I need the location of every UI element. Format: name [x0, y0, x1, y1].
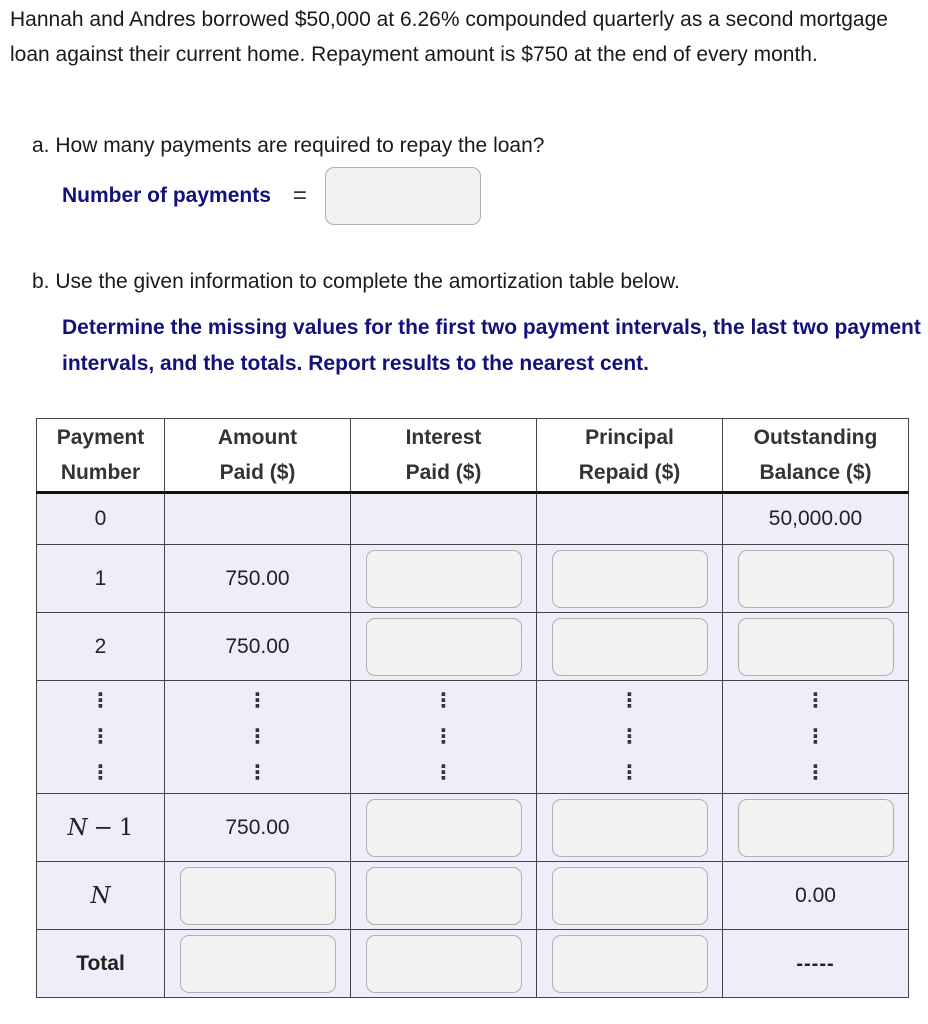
row0-amount-paid	[165, 493, 351, 545]
amortization-table	[36, 418, 909, 998]
row0-principal-repaid	[537, 493, 723, 545]
table-row-ellipsis	[37, 681, 909, 794]
problem-statement: Hannah and Andres borrowed $50,000 at 6.26% compounded quarterly as a second mortgage loan against their current home. Repayment amount is $750 at the end of every month.	[10, 8, 888, 66]
header-principal-repaid	[537, 419, 723, 493]
row1-principal-input[interactable]	[552, 550, 708, 608]
header-amount-paid-line1: Amount	[217, 426, 298, 449]
number-of-payments-label: Number of payments	[62, 184, 271, 207]
row0-payment-number: 0	[37, 493, 165, 545]
header-payment-number-line2: Number	[60, 461, 141, 484]
row-n-principal-input[interactable]	[552, 867, 708, 925]
equals-sign: =	[292, 182, 307, 209]
table-row-1	[37, 545, 909, 613]
number-of-payments-row	[62, 166, 481, 226]
header-payment-number-line1: Payment	[56, 426, 145, 449]
row0-outstanding-balance: 50,000.00	[723, 493, 909, 545]
ellipsis-col1: ⋮ ⋮ ⋮	[90, 690, 111, 784]
ellipsis-col2: ⋮ ⋮ ⋮	[247, 690, 268, 784]
row2-balance-input[interactable]	[738, 618, 894, 676]
table-row-n-minus-1	[37, 794, 909, 862]
part-b-question: b. Use the given information to complete the amortization table below.	[32, 270, 680, 293]
header-outstanding-balance-line1: Outstanding	[753, 426, 878, 449]
header-amount-paid-line2: Paid ($)	[219, 461, 296, 484]
row-n-payment-number: N	[37, 862, 165, 930]
row2-amount-paid: 750.00	[165, 613, 351, 681]
table-row-n	[37, 862, 909, 930]
row2-payment-number: 2	[37, 613, 165, 681]
row-n-amount-input[interactable]	[180, 867, 336, 925]
header-interest-paid	[351, 419, 537, 493]
row-n-minus-1-principal-input[interactable]	[552, 799, 708, 857]
header-payment-number	[37, 419, 165, 493]
header-outstanding-balance	[723, 419, 909, 493]
header-interest-paid-line2: Paid ($)	[405, 461, 482, 484]
ellipsis-col3: ⋮ ⋮ ⋮	[433, 690, 454, 784]
row-n-minus-1-payment-number: N − 1	[37, 794, 165, 862]
table-row-2	[37, 613, 909, 681]
total-principal-input[interactable]	[552, 935, 708, 993]
row2-interest-input[interactable]	[366, 618, 522, 676]
part-a-question: a. How many payments are required to repay the loan?	[32, 134, 545, 157]
header-amount-paid	[165, 419, 351, 493]
header-outstanding-balance-line2: Balance ($)	[759, 461, 872, 484]
header-principal-repaid-line2: Repaid ($)	[578, 461, 681, 484]
ellipsis-col5: ⋮ ⋮ ⋮	[805, 690, 826, 784]
row-n-minus-1-balance-input[interactable]	[738, 799, 894, 857]
table-row-0	[37, 493, 909, 545]
total-interest-input[interactable]	[366, 935, 522, 993]
row-n-minus-1-interest-input[interactable]	[366, 799, 522, 857]
part-b-instruction: Determine the missing values for the first two payment intervals, the last two payment intervals, and the totals. Report results to the nearest cent.	[62, 316, 921, 375]
row-n-outstanding-balance: 0.00	[723, 862, 909, 930]
row-n-interest-input[interactable]	[366, 867, 522, 925]
header-principal-repaid-line1: Principal	[585, 426, 674, 449]
total-label: Total	[37, 930, 165, 998]
total-amount-input[interactable]	[180, 935, 336, 993]
row-n-minus-1-amount-paid: 750.00	[165, 794, 351, 862]
row1-balance-input[interactable]	[738, 550, 894, 608]
row2-principal-input[interactable]	[552, 618, 708, 676]
table-header-row	[37, 419, 909, 493]
header-interest-paid-line1: Interest	[405, 426, 482, 449]
row1-interest-input[interactable]	[366, 550, 522, 608]
table-row-total	[37, 930, 909, 998]
row0-interest-paid	[351, 493, 537, 545]
row1-payment-number: 1	[37, 545, 165, 613]
ellipsis-col4: ⋮ ⋮ ⋮	[619, 690, 640, 784]
number-of-payments-input[interactable]	[325, 167, 481, 225]
total-outstanding-balance: -----	[723, 930, 909, 998]
row1-amount-paid: 750.00	[165, 545, 351, 613]
